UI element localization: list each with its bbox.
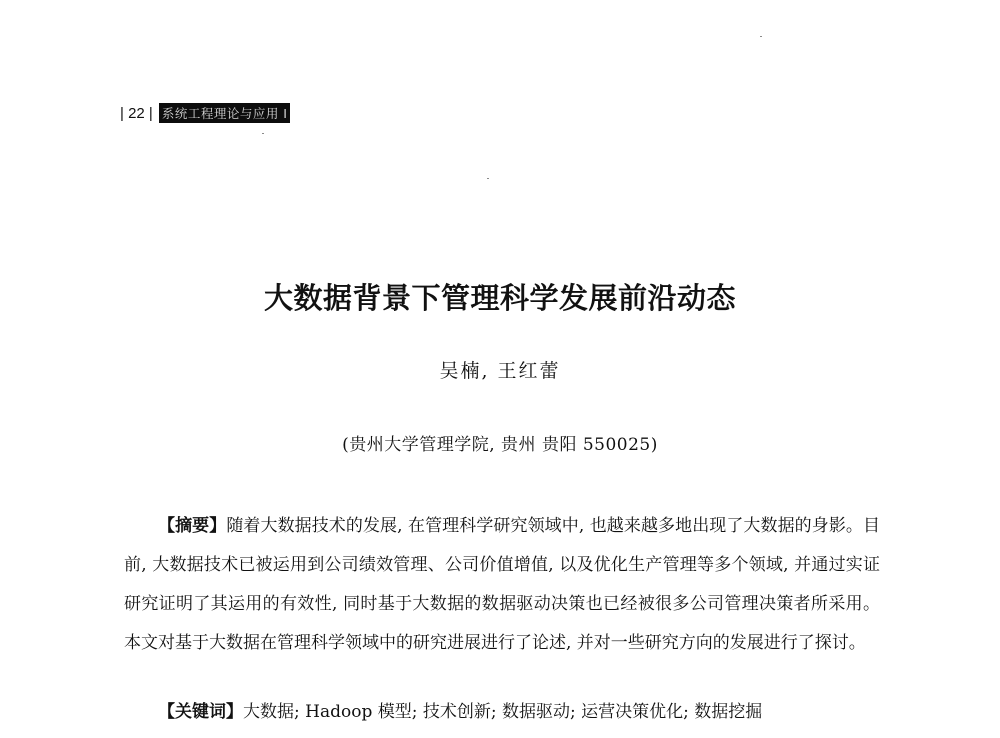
article-title: 大数据背景下管理科学发展前沿动态 xyxy=(263,281,736,315)
journal-name: 系统工程理论与应用 I xyxy=(159,103,291,123)
running-header xyxy=(120,103,290,123)
page-number: | 22 | xyxy=(120,104,153,122)
abstract-text: 随着大数据技术的发展, 在管理科学研究领域中, 也越来越多地出现了大数据的身影。目前, 大数据技术已被运用到公司绩效管理、公司价值增值, 以及优化生产管理等多个领域, 并通过实证研究证明了其运用的有效性, 同时基于大数据的数据驱动决策也已经被很多公司管理决策者所采用。本文对基于大数据在管理科学领域中的研究进展进行了论述, 并对一些研究方向的发展进行了探讨。 xyxy=(124,516,880,653)
scan-speck xyxy=(487,178,489,179)
keywords-text: 大数据; Hadoop 模型; 技术创新; 数据驱动; 运营决策优化; 数据挖掘 xyxy=(243,702,763,722)
scan-speck xyxy=(760,36,762,37)
keywords xyxy=(158,697,762,722)
abstract-label: 【摘要】 xyxy=(158,516,227,536)
authors: 吴楠, 王红蕾 xyxy=(439,360,561,382)
abstract xyxy=(124,507,880,663)
scan-speck xyxy=(262,133,264,134)
keywords-label: 【关键词】 xyxy=(158,702,243,722)
affiliation: (贵州大学管理学院, 贵州 贵阳 550025) xyxy=(342,435,658,455)
